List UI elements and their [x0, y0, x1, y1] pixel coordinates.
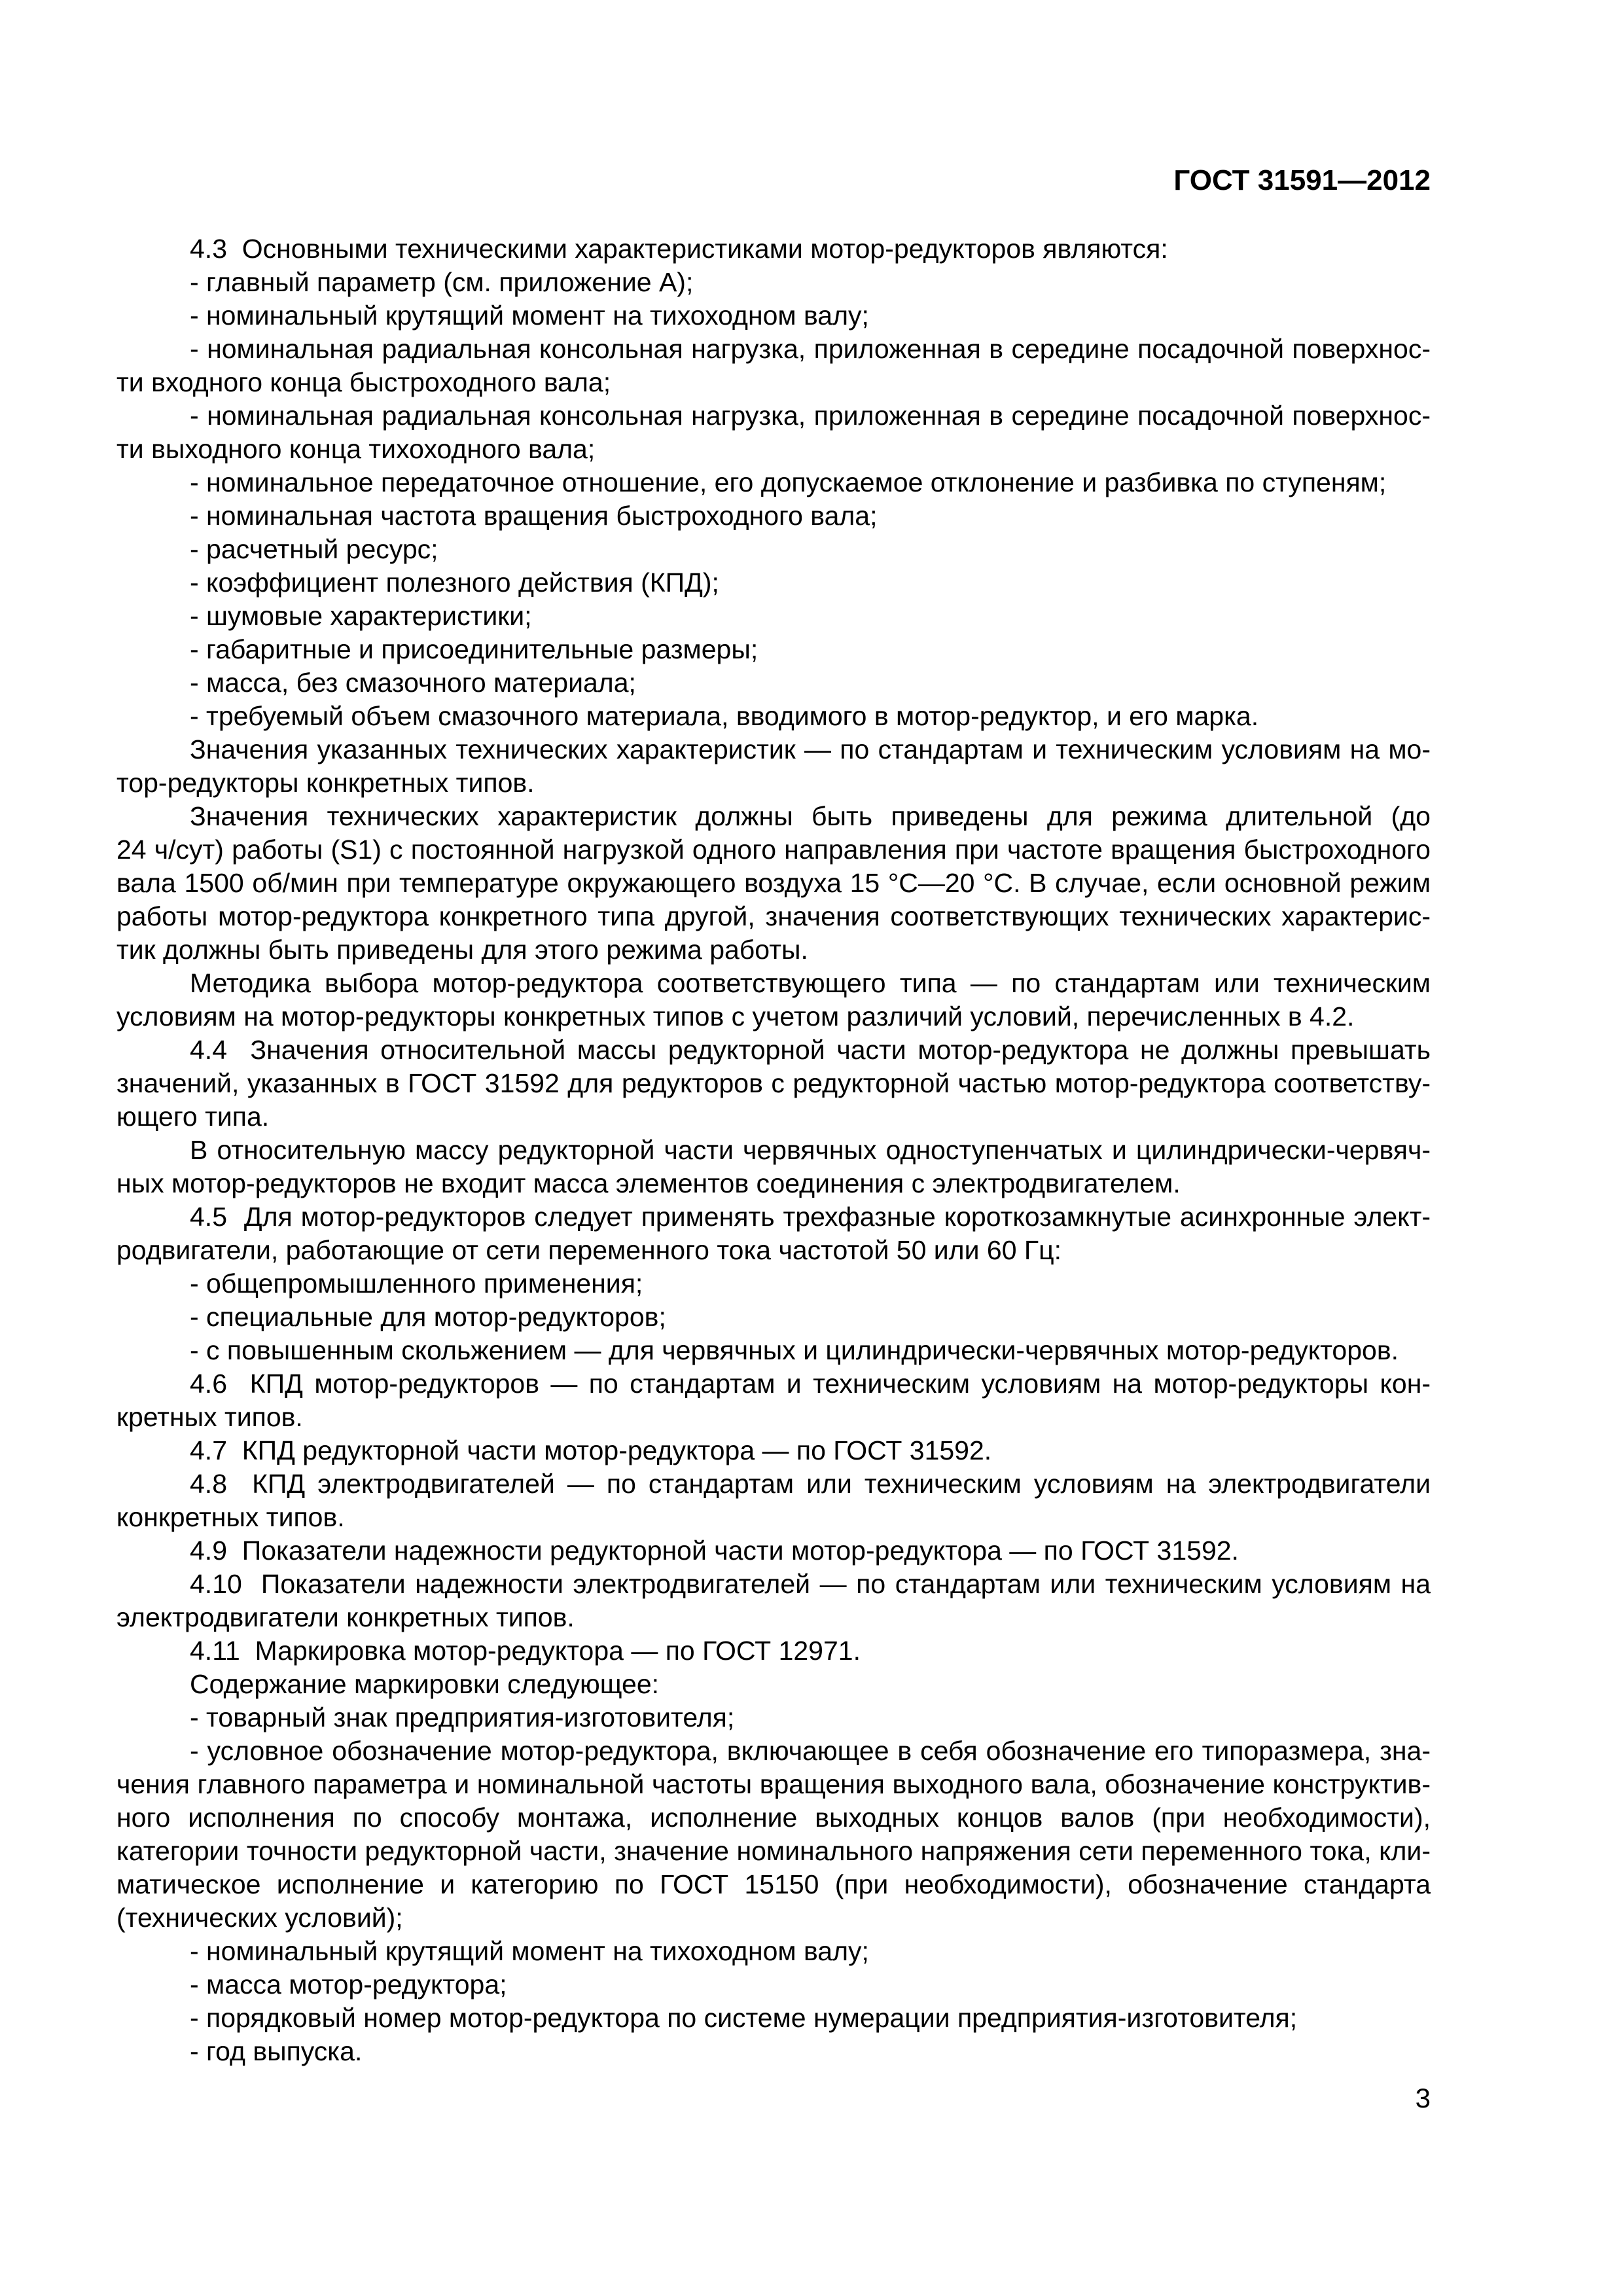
text-line: матическое исполнение и категорию по ГОСТ 15150 (при необходимости), обозначение стандарта	[116, 1869, 1431, 1899]
text-line: - шумовые характеристики;	[190, 601, 532, 631]
text-line: вала 1500 об/мин при температуре окружающего воздуха 15 °С—20 °С. В случае, если основной режим	[116, 868, 1431, 898]
document-number-header: ГОСТ 31591—2012	[1173, 164, 1431, 196]
text-line: тор-редукторы конкретных типов.	[116, 768, 535, 798]
text-line: - год выпуска.	[190, 2036, 363, 2066]
text-line: - габаритные и присоединительные размеры;	[190, 634, 758, 664]
text-line: 4.8 КПД электродвигателей — по стандартам или техническим условиям на электродвигатели	[190, 1469, 1431, 1499]
text-line: категории точности редукторной части, значение номинального напряжения сети переменного тока, кли-	[116, 1836, 1431, 1866]
text-line: работы мотор-редуктора конкретного типа другой, значения соответствующих технических характерис-	[116, 901, 1431, 931]
text-line: - расчетный ресурс;	[190, 534, 438, 564]
text-line: Содержание маркировки следующее:	[190, 1669, 660, 1699]
text-line: - коэффициент полезного действия (КПД);	[190, 567, 719, 598]
text-line: - специальные для мотор-редукторов;	[190, 1302, 666, 1332]
text-line: 4.5 Для мотор-редукторов следует применять трехфазные короткозамкнутые асинхронные элект-	[190, 1202, 1431, 1232]
text-line: 4.6 КПД мотор-редукторов — по стандартам и техническим условиям на мотор-редукторы кон-	[190, 1369, 1431, 1399]
text-line: 4.10 Показатели надежности электродвигателей — по стандартам или техническим условиям на	[190, 1569, 1431, 1599]
text-line: 4.3 Основными техническими характеристиками мотор-редукторов являются:	[190, 234, 1168, 264]
text-line: значений, указанных в ГОСТ 31592 для редукторов с редукторной частью мотор-редуктора соответству-	[116, 1068, 1431, 1098]
text-line: - требуемый объем смазочного материала, вводимого в мотор-редуктор, и его марка.	[190, 701, 1259, 731]
text-line: 4.7 КПД редукторной части мотор-редуктора — по ГОСТ 31592.	[190, 1435, 992, 1465]
text-line: тик должны быть приведены для этого режима работы.	[116, 935, 808, 965]
text-line: (технических условий);	[116, 1903, 403, 1933]
text-line: - номинальное передаточное отношение, его допускаемое отклонение и разбивка по ступеням;	[190, 467, 1387, 497]
text-line: - номинальная радиальная консольная нагрузка, приложенная в середине посадочной поверхнос-	[190, 401, 1431, 431]
text-line: - условное обозначение мотор-редуктора, включающее в себя обозначение его типоразмера, зна-	[190, 1736, 1431, 1766]
text-line: - номинальная частота вращения быстроходного вала;	[190, 501, 878, 531]
text-line: условиям на мотор-редукторы конкретных типов с учетом различий условий, перечисленных в 4.2.	[116, 1001, 1355, 1031]
text-line: Значения технических характеристик должны быть приведены для режима длительной (до	[190, 801, 1431, 831]
text-line: ти входного конца быстроходного вала;	[116, 367, 611, 397]
text-line: ных мотор-редукторов не входит масса элементов соединения с электродвигателем.	[116, 1168, 1181, 1198]
text-line: 4.4 Значения относительной массы редукторной части мотор-редуктора не должны превышать	[190, 1035, 1431, 1065]
text-line: ющего типа.	[116, 1102, 270, 1132]
text-line: - номинальная радиальная консольная нагрузка, приложенная в середине посадочной поверхнос-	[190, 334, 1431, 364]
text-line: - масса мотор-редуктора;	[190, 1969, 507, 2000]
text-line: конкретных типов.	[116, 1502, 345, 1532]
text-line: чения главного параметра и номинальной частоты вращения выходного вала, обозначение конструктив-	[116, 1769, 1431, 1799]
text-line: родвигатели, работающие от сети переменного тока частотой 50 или 60 Гц:	[116, 1235, 1061, 1265]
text-line: кретных типов.	[116, 1402, 303, 1432]
text-line: Методика выбора мотор-редуктора соответствующего типа — по стандартам или техническим	[190, 968, 1431, 998]
text-line: 4.9 Показатели надежности редукторной части мотор-редуктора — по ГОСТ 31592.	[190, 1535, 1239, 1566]
text-line: 4.11 Маркировка мотор-редуктора — по ГОСТ 12971.	[190, 1636, 861, 1666]
text-line: - товарный знак предприятия-изготовителя;	[190, 1702, 735, 1732]
text-line: Значения указанных технических характеристик — по стандартам и техническим условиям на мо-	[190, 734, 1431, 764]
text-line: - порядковый номер мотор-редуктора по системе нумерации предприятия-изготовителя;	[190, 2003, 1298, 2033]
document-body-text	[116, 232, 1431, 2068]
text-line: - главный параметр (см. приложение А);	[190, 267, 694, 297]
text-line: 24 ч/сут) работы (S1) с постоянной нагрузкой одного направления при частоте вращения быстроходного	[116, 834, 1431, 865]
text-line: - с повышенным скольжением — для червячных и цилиндрически-червячных мотор-редукторов.	[190, 1335, 1399, 1365]
text-line: - общепромышленного применения;	[190, 1268, 643, 1299]
text-line: - масса, без смазочного материала;	[190, 668, 636, 698]
text-line: В относительную массу редукторной части червячных одноступенчатых и цилиндрически-червяч-	[190, 1135, 1431, 1165]
page-number: 3	[1415, 2083, 1431, 2113]
text-line: - номинальный крутящий момент на тихоходном валу;	[190, 1936, 869, 1966]
text-line: ного исполнения по способу монтажа, исполнение выходных концов валов (при необходимости),	[116, 1803, 1431, 1833]
text-line: электродвигатели конкретных типов.	[116, 1602, 575, 1632]
text-line: - номинальный крутящий момент на тихоходном валу;	[190, 300, 869, 331]
text-line: ти выходного конца тихоходного вала;	[116, 434, 596, 464]
